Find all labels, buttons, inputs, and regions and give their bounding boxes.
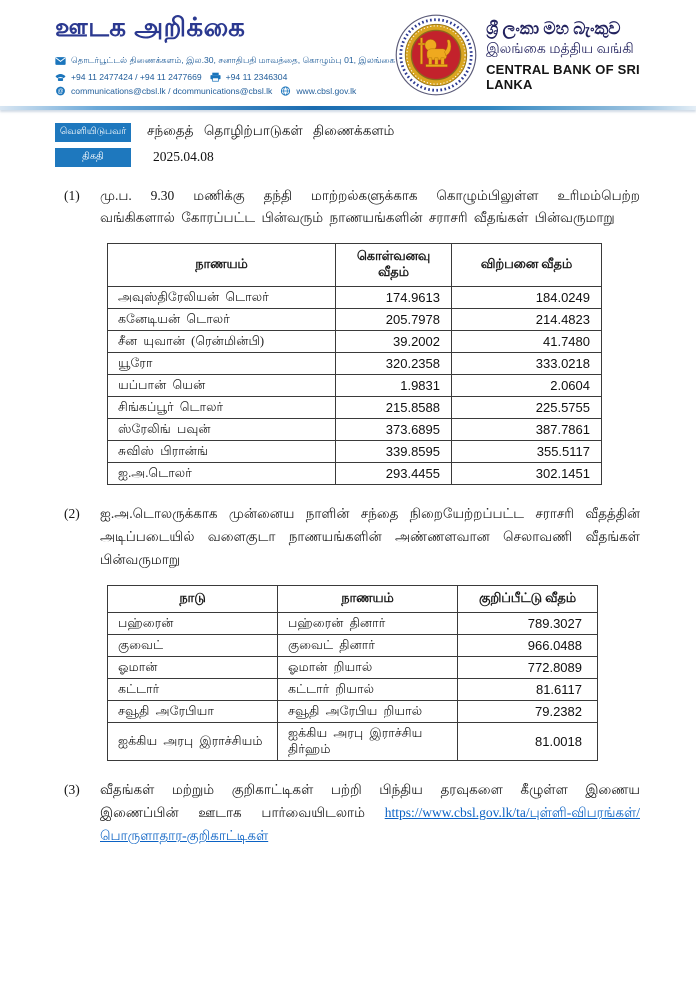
svg-text:@: @ <box>57 89 64 96</box>
section-1 <box>64 185 640 486</box>
table2-cell: ஐக்கிய அரபு இராச்சிய திர்ஹம் <box>278 723 458 761</box>
table2-row <box>108 635 598 657</box>
table1-cell: 302.1451 <box>452 463 602 485</box>
issuer-value: சந்தைத் தொழிற்பாடுகள் திணைக்களம் <box>147 123 395 138</box>
envelope-icon <box>55 56 66 66</box>
table2-header-currency: நாணயம் <box>278 586 458 613</box>
section-3 <box>64 779 640 848</box>
paragraph-1 <box>64 185 640 231</box>
table1-header-buying: கொள்வனவு வீதம் <box>336 244 452 287</box>
contact-fax: +94 11 2346304 <box>225 71 288 82</box>
table1-row <box>108 419 602 441</box>
table2-cell: 79.2382 <box>458 701 598 723</box>
section-2 <box>64 503 640 761</box>
fax-printer-icon <box>210 72 221 82</box>
table1-cell: 293.4455 <box>336 463 452 485</box>
table1-cell: 355.5117 <box>452 441 602 463</box>
bank-name-english: CENTRAL BANK OF SRI LANKA <box>486 62 640 93</box>
table1-row <box>108 331 602 353</box>
table1-row <box>108 441 602 463</box>
letterhead <box>0 0 696 101</box>
contact-email[interactable]: communications@cbsl.lk / dcommunications@cbsl.lk <box>71 86 273 96</box>
table2-cell: ஓமான் றியால் <box>278 657 458 679</box>
table2-cell: ஐக்கிய அரபு இராச்சியம் <box>108 723 278 761</box>
table1-cell: 39.2002 <box>336 331 452 353</box>
letterhead-right <box>395 14 650 96</box>
table2-row <box>108 679 598 701</box>
paragraph-1-number: (1) <box>64 187 80 203</box>
contact-phone-line <box>55 72 395 82</box>
table1-cell: யூரோ <box>108 353 336 375</box>
table1-cell: 225.5755 <box>452 397 602 419</box>
telegraphic-rates-table <box>107 243 602 485</box>
table1-cell: கனேடியன் டொலர் <box>108 309 336 331</box>
gulf-currency-rates-table <box>107 585 598 761</box>
table2-row <box>108 613 598 635</box>
table1-cell: யப்பான் யென் <box>108 375 336 397</box>
issuer-label-badge: வெளியிடுபவர் <box>55 123 131 142</box>
table1-cell: சுவிஸ் பிரான்ங் <box>108 441 336 463</box>
letterhead-left <box>55 10 395 101</box>
paragraph-3-number: (3) <box>64 782 80 798</box>
table2-header-row <box>108 586 598 613</box>
table2-cell: குவைட் <box>108 635 278 657</box>
table2-cell: கட்டார் றியால் <box>278 679 458 701</box>
table1-cell: 373.6895 <box>336 419 452 441</box>
table1-cell: 2.0604 <box>452 375 602 397</box>
table1-header-row <box>108 244 602 287</box>
table1-cell: 41.7480 <box>452 331 602 353</box>
table1-cell: 339.8595 <box>336 441 452 463</box>
contact-email-line <box>55 86 395 96</box>
table2-cell: பஹ்ரைன் <box>108 613 278 635</box>
table1-header-selling: விற்பனை வீதம் <box>452 244 602 287</box>
paragraph-2-number: (2) <box>64 506 80 522</box>
table1-row <box>108 353 602 375</box>
table2-header-indicative-rate: குறிப்பீட்டு வீதம் <box>458 586 598 613</box>
table1-cell: 320.2358 <box>336 353 452 375</box>
table1-cell: ஐ.அ.டொலர் <box>108 463 336 485</box>
phone-icon <box>55 72 66 82</box>
table1-cell: 333.0218 <box>452 353 602 375</box>
issuer-row <box>55 123 696 142</box>
table1-cell: ஸ்ரேலிங் பவுன் <box>108 419 336 441</box>
table1-row <box>108 287 602 309</box>
table1-row <box>108 463 602 485</box>
table1-cell: அவுஸ்திரேலியன் டொலர் <box>108 287 336 309</box>
table1-cell: 205.7978 <box>336 309 452 331</box>
bank-name-sinhala: ශ්‍රී ලංකා මහ බැංකුව <box>486 18 621 38</box>
table1-cell: 1.9831 <box>336 375 452 397</box>
release-meta <box>55 123 696 167</box>
table2-cell: பஹ்ரைன் தினார் <box>278 613 458 635</box>
bank-name-block <box>486 18 650 92</box>
table1-cell: சிங்கப்பூர் டொலர் <box>108 397 336 419</box>
contact-website[interactable]: www.cbsl.gov.lk <box>296 86 357 96</box>
paragraph-3-text <box>100 779 640 848</box>
table2-cell: 966.0488 <box>458 635 598 657</box>
contact-address: தொடர்பூட்டல் திணைக்களம், இல.30, சனாதிபதி மாவத்தை, கொழும்பு 01, இலங்கை <box>71 55 396 65</box>
email-at-icon <box>55 86 66 96</box>
table1-cell: 215.8588 <box>336 397 452 419</box>
table2-cell: குவைட் தினார் <box>278 635 458 657</box>
table1-header-currency: நாணயம் <box>108 244 336 287</box>
table2-row <box>108 701 598 723</box>
table1-cell: 387.7861 <box>452 419 602 441</box>
contact-phone: +94 11 2477424 / +94 11 2477669 <box>71 71 202 82</box>
paragraph-2 <box>64 503 640 572</box>
table1-cell: 214.4823 <box>452 309 602 331</box>
header-divider <box>0 106 696 110</box>
table2-row <box>108 657 598 679</box>
table2-cell: ஓமான் <box>108 657 278 679</box>
contact-address-line <box>55 55 395 67</box>
table2-row <box>108 723 598 761</box>
table1-row <box>108 375 602 397</box>
paragraph-3-body: வீதங்கள் மற்றும் குறிகாட்டிகள் பற்றி பிந்திய தரவுகளை கீழுள்ள இணைய இணைப்பின் ஊடாக பார்வையிடலாம் <box>100 782 640 821</box>
table2-cell: சவூதி அரேபிய றியால் <box>278 701 458 723</box>
table2-cell: சவூதி அரேபியா <box>108 701 278 723</box>
table2-cell: கட்டார் <box>108 679 278 701</box>
table1-cell: 184.0249 <box>452 287 602 309</box>
globe-icon <box>280 86 291 96</box>
paragraph-2-text: ஐ.அ.டொலருக்காக முன்னைய நாளின் சந்தை நிறையேற்றப்பட்ட சராசரி வீதத்தின் அடிப்படையில் வளைகுடா நாணயங்களின் அண்ணளவான செலாவணி வீதங்கள் பின்வருமாறு <box>100 506 640 568</box>
paragraph-1-text: மு.ப. 9.30 மணிக்கு தந்தி மாற்றல்களுக்காக கொழும்பிலுள்ள உரிமம்பெற்ற வங்கிகளால் கோரப்பட்ட பின்வரும் நாணயங்களின் சராசரி வீதங்கள் பின்வருமாறு <box>100 187 640 226</box>
table2-header-country: நாடு <box>108 586 278 613</box>
paragraph-3 <box>64 779 640 848</box>
table2-cell: 789.3027 <box>458 613 598 635</box>
date-row <box>55 148 696 167</box>
table2-cell: 772.8089 <box>458 657 598 679</box>
table1-row <box>108 309 602 331</box>
bank-name-tamil: இலங்கை மத்திய வங்கி <box>486 42 634 58</box>
table1-row <box>108 397 602 419</box>
date-label-badge: திகதி <box>55 148 131 167</box>
statistics-link[interactable]: https://www.cbsl.gov.lk/ta/புள்ளி-விபரங்கள்/பொருளாதார-குறிகாட்டிகள் <box>100 805 640 844</box>
date-value: 2025.04.08 <box>153 149 214 164</box>
cbsl-seal-logo <box>395 14 477 96</box>
table2-cell: 81.6117 <box>458 679 598 701</box>
page-title: ஊடக அறிக்கை <box>55 12 246 42</box>
table2-cell: 81.0018 <box>458 723 598 761</box>
table1-cell: சீன யுவான் (ரென்மின்பி) <box>108 331 336 353</box>
table1-cell: 174.9613 <box>336 287 452 309</box>
